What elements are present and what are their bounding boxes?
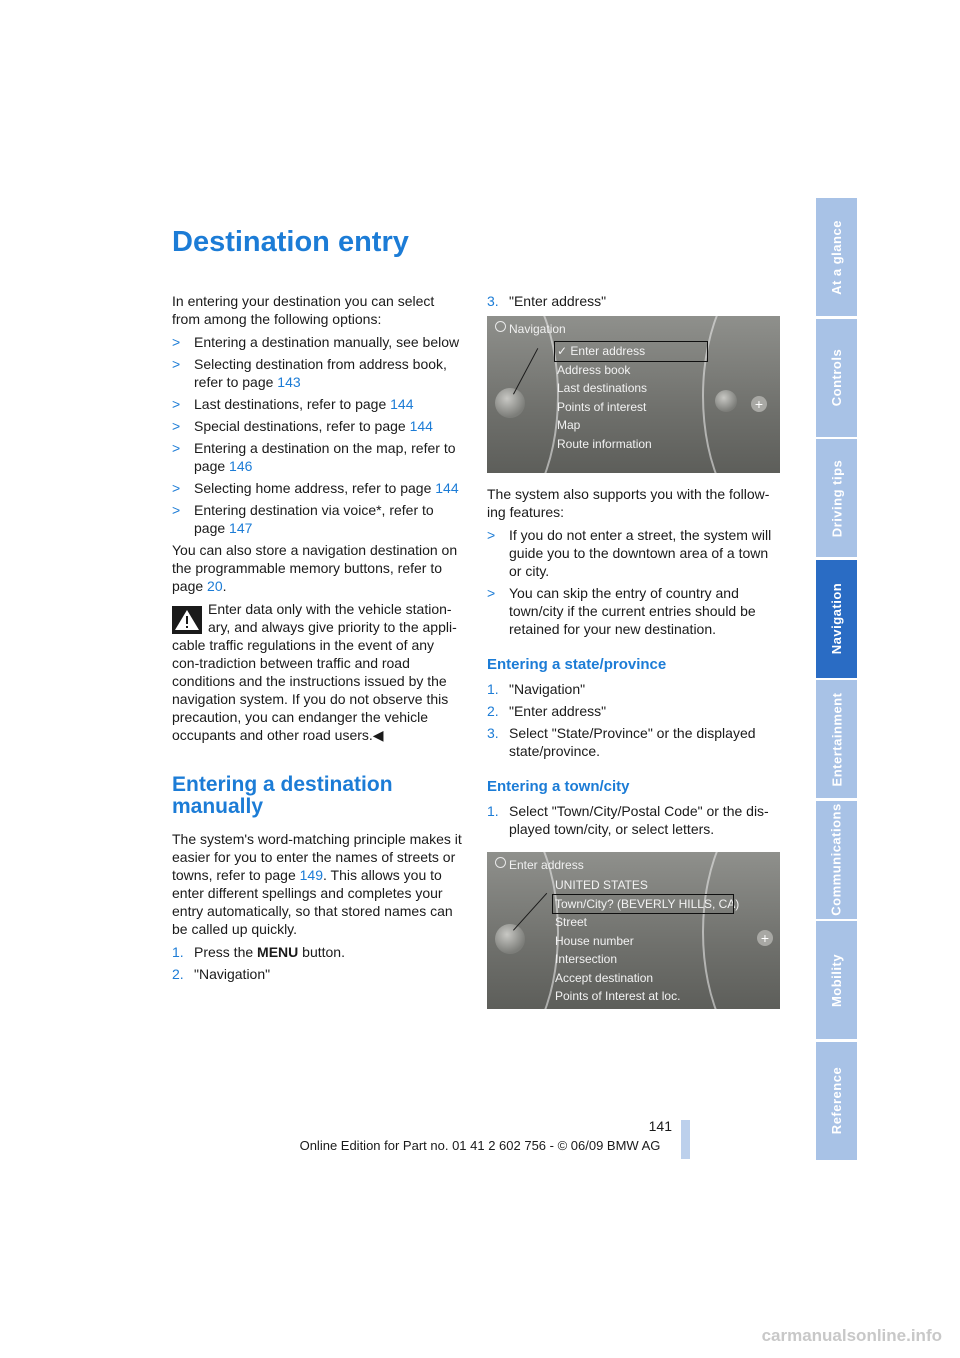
page-link[interactable]: 147 <box>229 520 253 536</box>
sidebar-tab-driving-tips[interactable] <box>816 439 857 557</box>
features-intro: The system also supports you with the follow-ing features: <box>487 486 770 520</box>
page-link[interactable]: 144 <box>409 418 433 434</box>
section-heading-manual: Entering a destination manually <box>172 773 393 818</box>
step-text: Select "State/Province" or the displayed state/province. <box>509 725 756 759</box>
controller-arc-right <box>702 316 780 473</box>
page-number: 141 <box>648 1118 672 1134</box>
sidebar-tab-label: Driving tips <box>829 459 845 537</box>
sidebar-tab-entertainment[interactable] <box>816 680 857 798</box>
screen-menu-item: Street <box>555 915 588 929</box>
sidebar-tab-at-a-glance[interactable] <box>816 198 857 316</box>
screen-menu-item: ✓ Enter address <box>555 342 707 361</box>
step-item <box>487 724 780 760</box>
manual-text: The system's word-matching principle makes it easier for you to enter the names of streets or towns, refer to page 149. This allows you to enter different spellings and completes your entry automatically, so that stored names can be called up quickly. <box>172 831 462 937</box>
page-link[interactable]: 144 <box>390 396 414 412</box>
end-mark: ◀ <box>372 727 384 743</box>
screen-menu-item: Town/City? (BEVERLY HILLS, CA) <box>553 895 733 914</box>
town-steps <box>487 802 780 838</box>
step-text: "Navigation" <box>509 681 586 697</box>
bullet-marker: > <box>487 527 496 543</box>
section-heading-state: Entering a state/province <box>487 656 667 673</box>
step-number: 1. <box>487 803 499 819</box>
screen-header: Navigation <box>509 322 566 336</box>
step-text: "Enter address" <box>509 703 607 719</box>
step-number: 1. <box>172 944 184 960</box>
screen-menu <box>555 342 707 453</box>
list-item <box>172 333 464 351</box>
list-item-text: Entering a destination manually, see below <box>194 334 460 350</box>
page-link[interactable]: 20 <box>207 578 223 594</box>
button-name: MENU <box>257 944 299 960</box>
bullet-marker: > <box>172 356 181 372</box>
bullet-marker: > <box>172 418 181 434</box>
sidebar-tab-label: At a glance <box>829 219 845 295</box>
navigation-icon <box>495 321 506 332</box>
screen-menu-item: Last destinations <box>557 381 648 395</box>
screen-menu-item: Route information <box>557 436 652 451</box>
list-item <box>172 355 464 391</box>
left-column <box>172 292 464 987</box>
sidebar-tab-label: Entertainment <box>829 692 844 786</box>
list-item <box>172 501 464 537</box>
screen-menu-item: UNITED STATES <box>555 878 648 892</box>
step-item <box>487 802 780 838</box>
page-title: Destination entry <box>172 226 409 258</box>
list-item-text: Entering a destination on the map, refer to page <box>194 440 456 474</box>
list-item <box>172 417 464 435</box>
screen-menu-item: Accept destination <box>555 970 654 985</box>
memory-text: You can also store a navigation destination on the programmable memory buttons, refer to page 20. <box>172 542 458 594</box>
step-text: Select "Town/City/Postal Code" or the dis-played town/city, or select letters. <box>509 803 769 837</box>
screen-menu <box>553 876 740 1006</box>
controller-knob-icon <box>495 924 525 954</box>
list-item-text: Last destinations, refer to page <box>194 396 391 412</box>
bullet-marker: > <box>172 502 181 518</box>
warning-text: Enter data only with the vehicle station-ary, and always give priority to the appli-cable traffic regulations in the event of any con-tradiction between traffic and road conditions and the instructions issued by the navigation system. If you do not observe this precaution, you can endanger the vehicle occupants and other road users. <box>172 601 457 743</box>
sidebar-tab-label: Communications <box>829 803 844 916</box>
section-heading-town: Entering a town/city <box>487 778 630 795</box>
chapter-sidebar <box>816 198 857 1160</box>
step-text: button. <box>298 944 345 960</box>
screen-menu-item: Points of Interest at loc. <box>555 989 681 1003</box>
sidebar-tab-navigation[interactable] <box>816 560 857 678</box>
step-number: 1. <box>487 681 499 697</box>
screen-menu-item: Address book <box>557 362 631 377</box>
screen-header: Enter address <box>509 858 584 872</box>
list-item-text: If you do not enter a street, the system will guide you to the downtown area of a town or city. <box>509 527 772 579</box>
sidebar-tab-controls[interactable] <box>816 319 857 437</box>
navigation-menu-screenshot <box>487 316 780 473</box>
bullet-marker: > <box>172 334 181 350</box>
bullet-marker: > <box>487 585 496 601</box>
step-3: 3. "Enter address" <box>487 293 607 309</box>
screen-menu-item: House number <box>555 933 634 948</box>
list-item-text: Selecting destination from address book, refer to page <box>194 356 447 390</box>
page-link[interactable]: 146 <box>229 458 253 474</box>
intro-text: In entering your destination you can select from among the following options: <box>172 293 435 327</box>
step-text: "Navigation" <box>194 966 271 982</box>
list-item-text: Selecting home address, refer to page <box>194 480 436 496</box>
warning-icon <box>172 606 202 634</box>
bullet-marker: > <box>172 480 181 496</box>
list-item <box>172 439 464 475</box>
plus-icon: + <box>757 930 773 946</box>
watermark: carmanualsonline.info <box>761 1326 942 1345</box>
options-list <box>172 333 464 537</box>
list-item <box>487 584 780 638</box>
step-number: 2. <box>172 966 184 982</box>
sidebar-tab-mobility[interactable] <box>816 921 857 1039</box>
screen-menu-item: Points of interest <box>557 399 647 414</box>
page-link[interactable]: 149 <box>299 867 323 883</box>
list-item-text: Special destinations, refer to page <box>194 418 410 434</box>
steps-list <box>172 943 464 983</box>
step-item <box>487 702 780 720</box>
sidebar-tab-label: Reference <box>829 1066 844 1135</box>
warning-block <box>172 600 464 744</box>
bullet-marker: > <box>172 396 181 412</box>
sidebar-tab-label: Mobility <box>829 953 845 1007</box>
list-item <box>487 526 780 580</box>
step-item <box>172 965 464 983</box>
step-text: Press the <box>194 944 258 960</box>
page-link[interactable]: 144 <box>435 480 459 496</box>
screen-menu-item: Map <box>557 418 581 432</box>
sidebar-tab-label: Navigation <box>829 582 844 655</box>
step-number: 3. <box>487 725 499 741</box>
bullet-marker: > <box>172 440 181 456</box>
footer: Online Edition for Part no. 01 41 2 602 756 - © 06/09 BMW AG <box>299 1138 661 1153</box>
right-column <box>487 292 780 1021</box>
sidebar-tab-communications[interactable] <box>816 801 857 919</box>
sidebar-tab-label: Controls <box>829 348 845 407</box>
list-item-text: You can skip the entry of country and town/city if the current entries should be retained for your new destination. <box>509 585 756 637</box>
enter-address-screenshot <box>487 852 780 1009</box>
state-steps <box>487 680 780 760</box>
controller-knob-icon <box>715 390 737 412</box>
list-item <box>172 479 464 497</box>
navigation-icon <box>495 857 506 868</box>
controller-knob-icon <box>495 388 525 418</box>
step-item <box>172 943 464 961</box>
plus-icon: + <box>751 396 767 412</box>
features-list <box>487 526 780 638</box>
list-item-text: Entering destination via voice*, refer to page <box>194 502 434 536</box>
screen-menu-item: Intersection <box>555 952 618 966</box>
page-link[interactable]: 143 <box>277 374 301 390</box>
step-item <box>487 680 780 698</box>
step-number: 2. <box>487 703 499 719</box>
list-item <box>172 395 464 413</box>
